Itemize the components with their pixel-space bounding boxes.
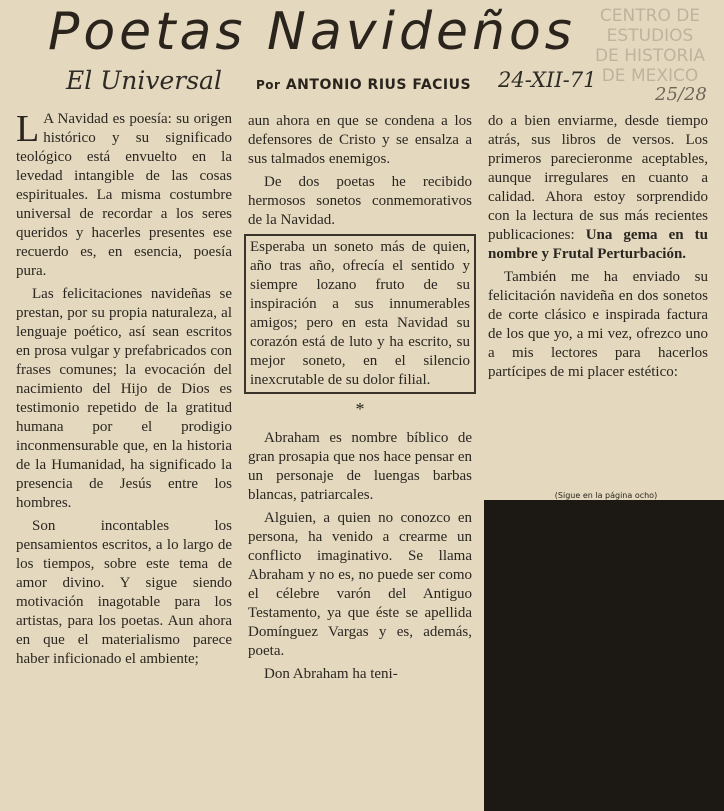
- paragraph: Abraham es nombre bíblico de gran prosapia que nos hace pensar en un personaje de luengas barbas blancas, patriarcales.: [248, 430, 472, 503]
- handwritten-date: 24-XII-71: [498, 68, 597, 92]
- section-divider: *: [355, 399, 365, 419]
- paragraph: Don Abraham ha teni-: [264, 666, 398, 682]
- boxed-text: Esperaba un soneto más de quien, año tras año, ofrecía el sentido y siempre lozano fruto de su inspiración a sus innumerables amigos; pero en esta Navidad su corazón está de luto y ha escrito, su mejor soneto, en el silencio inexcrutable de su dolor filial.: [250, 239, 470, 388]
- archive-stamp: [580, 6, 720, 86]
- boxed-passage: [244, 234, 476, 394]
- byline: [256, 77, 486, 93]
- column-2: [248, 112, 472, 688]
- stamp-line: ESTUDIOS: [606, 26, 694, 46]
- paragraph: [16, 110, 232, 281]
- continuation-note: (Sigue en la página ocho): [554, 491, 658, 500]
- paragraph: Alguien, a quien no conozco en persona, ha venido a crearme un conflicto imaginativo. Se llama Abraham y no es, no puede ser como el célebre varón del Antiguo Testamento, ya que éste se apellida Domínguez Vargas y es, además, poeta.: [248, 510, 472, 659]
- column-1: [16, 110, 232, 673]
- headline: Poetas Navideños: [48, 2, 576, 62]
- paragraph: También me ha enviado su felicitación navideña en dos sonetos de corte clásico e inspirada factura de los que yo, a mi vez, ofrezco uno a mis lectores para hacerlos partícipes de mi placer estético:: [488, 269, 708, 380]
- drop-cap: L: [16, 108, 40, 150]
- background-shadow: [484, 500, 724, 811]
- byline-por: Por: [256, 78, 281, 92]
- handwritten-reference: 25/28: [655, 84, 707, 105]
- paragraph: Las felicitaciones navideñas se prestan, por su propia naturaleza, al lenguaje poético, así sean escritos en prosa vulgar y prefabricados con frases comunes; la evocación del nacimiento del Hijo de Dios es testimonio repetido de la gratitud humana por el prodigio inconmensurable que, en la historia de la Humanidad, ha significado la presencia de Jesús entre los hombres.: [16, 286, 232, 511]
- stamp-line: CENTRO DE: [599, 6, 701, 26]
- paragraph-text: do a bien enviarme, desde tiempo atrás, sus libros de versos. Los primeros parecieronme aceptables, aunque irregulares en cuanto a calidad. Ahora estoy sorprendido con la lectura de sus más recientes publicaciones:: [488, 113, 708, 243]
- stamp-line: DE HISTORIA: [594, 46, 706, 66]
- paragraph: aun ahora en que se condena a los defensores de Cristo y se ensalza a sus talmados enemigos.: [248, 113, 472, 167]
- handwritten-source: El Universal: [66, 66, 222, 95]
- paragraph: De dos poetas he recibido hermosos sonetos conmemorativos de la Navidad.: [248, 174, 472, 228]
- paragraph: [488, 112, 708, 264]
- paragraph: Son incontables los pensamientos escritos, a lo largo de los tiempos, sobre este tema de amor divino. Y sigue siendo motivación inagotable para los artistas, para los poetas. Aun ahora en que el materialismo parece haber inficionado el ambiente;: [16, 518, 232, 667]
- book-title: Una gema en tu nombre: [488, 227, 708, 262]
- byline-author: ANTONIO RIUS FACIUS: [285, 77, 472, 93]
- stamp-line: DE MEXICO: [601, 66, 699, 86]
- paragraph-text: A Navidad es poesía: su origen histórico y su significado teológico está envuelto en la levedad intangible de las cosas espirituales. La misma costumbre universal de recordar a los seres queridos y hacerles presentes ese recuerdo es, en esencia, poesía pura.: [16, 111, 232, 279]
- book-title: Frutal Perturbación.: [552, 246, 687, 262]
- column-3: [488, 112, 708, 386]
- conjunction: y: [541, 246, 549, 262]
